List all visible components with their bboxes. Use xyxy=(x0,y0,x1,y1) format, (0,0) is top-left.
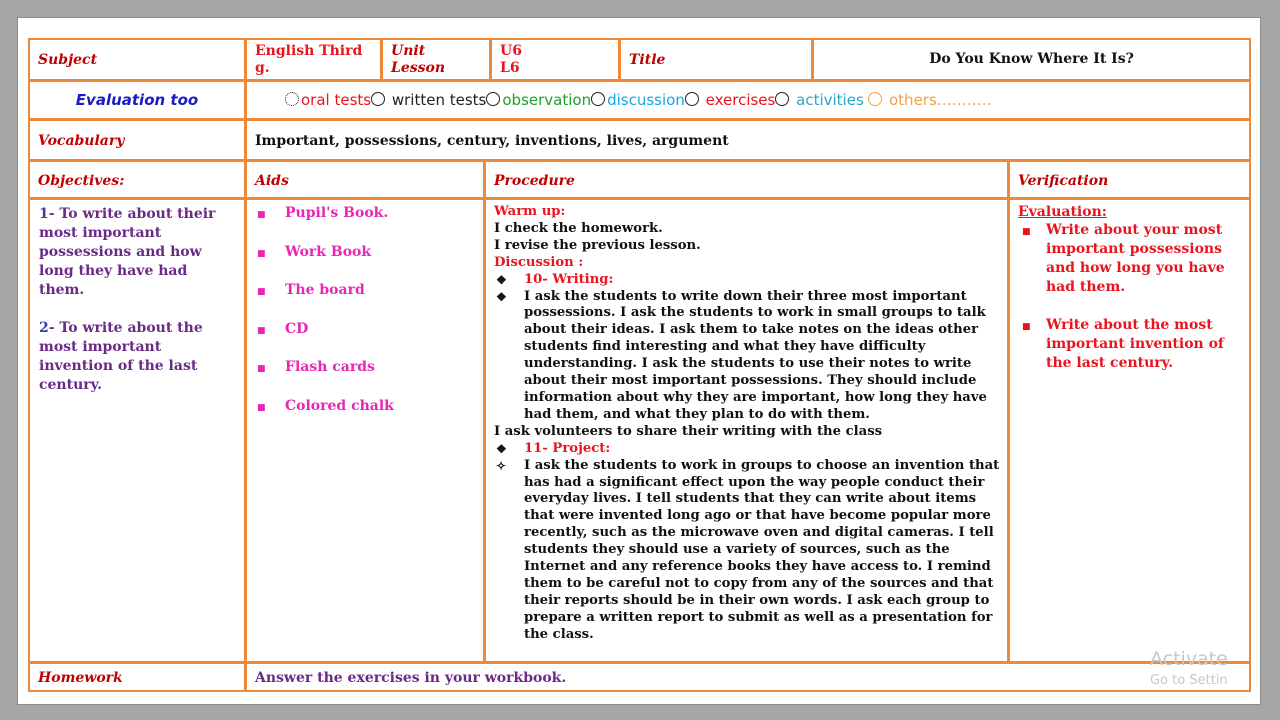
square-bullet-icon: ■ xyxy=(257,248,266,259)
homework-label-cell xyxy=(28,662,246,692)
title-label: Title xyxy=(629,52,666,68)
square-bullet-icon: ■ xyxy=(1022,227,1031,237)
square-bullet-icon: ■ xyxy=(257,287,266,297)
writing-text: ❖ I ask the students to write down their three most important possessions. I ask the students to work in small groups to talk about their ideas. I ask them to take notes on the ideas other students find interesting and what they have difficulty understanding. I ask the students to use their notes to write about their most important possessions. They should include information about why they are important, how long they have had them, and what they plan to do with them. xyxy=(496,288,987,422)
aid-item: ■ Colored chalk xyxy=(257,398,475,437)
aids-cell xyxy=(245,198,485,663)
square-bullet-icon: ■ xyxy=(257,402,266,413)
aids-header-cell xyxy=(245,160,485,199)
verification-item: ■ Write about your most important possessions and how long you have had them. xyxy=(1022,222,1225,295)
lesson-number: L6 xyxy=(500,60,520,76)
objectives-cell xyxy=(28,198,246,663)
unit-label: Unit Lesson xyxy=(391,43,446,76)
aid-item: ■ The board xyxy=(257,282,475,321)
evaluation-label: Evaluation too xyxy=(75,91,199,109)
objectives-header: Objectives: xyxy=(38,173,125,189)
title-value-cell xyxy=(812,38,1251,81)
lesson-plan-page xyxy=(17,17,1261,705)
square-bullet-icon: ■ xyxy=(1022,322,1031,332)
procedure-cell xyxy=(484,198,1009,663)
title-value: Do You Know Where It Is? xyxy=(929,51,1134,67)
aid-item: ■ CD xyxy=(257,321,475,360)
project-heading: ❖ 11- Project: xyxy=(496,440,611,456)
vocabulary-value-cell xyxy=(245,119,1251,161)
project-text: ✧ I ask the students to work in groups to choose an invention that has had a significant effect upon the way people conduct their everyday lives. I tell students that they can write about items that were invented long ago or that have become popular more recently, such as the microwave oven and digital cameras. I tell students they should use a variety of sources, such as the Internet and any reference books they have access to. I remind them to be careful not to copy from any of the sources and that their reports should be in their own words. I ask each group to prepare a written report to submit as well as a presentation for the class. xyxy=(496,457,1000,642)
radio-circle-icon xyxy=(285,92,299,106)
watermark-line: Go to Settin xyxy=(1150,673,1228,688)
diamond-bullet-icon: ❖ xyxy=(496,272,507,287)
volunteers-text: I ask volunteers to share their writing with the class xyxy=(494,423,883,439)
objective-item: 1- To write about their most important possessions and how long they have had them. xyxy=(39,206,216,298)
verification-header: Verification xyxy=(1018,173,1109,189)
subject-label: Subject xyxy=(38,52,98,68)
writing-heading: ❖ 10- Writing: xyxy=(496,271,614,287)
verification-cell xyxy=(1008,198,1251,663)
radio-circle-icon xyxy=(486,92,500,106)
aid-item: ■ Work Book xyxy=(257,244,475,283)
procedure-header-cell xyxy=(484,160,1009,199)
homework-value: Answer the exercises in your workbook. xyxy=(255,670,567,686)
objectives-header-cell xyxy=(28,160,246,199)
warmup-line: I check the homework. xyxy=(494,220,663,236)
radio-circle-icon xyxy=(591,92,605,106)
aid-item: ■ Flash cards xyxy=(257,359,475,398)
activation-watermark xyxy=(1150,648,1228,692)
verification-item: ■ Write about the most important invention of the last century. xyxy=(1022,317,1224,371)
subject-value-cell xyxy=(245,38,382,81)
four-point-star-icon: ✧ xyxy=(496,458,507,473)
aids-header: Aids xyxy=(255,173,289,189)
subject-label-cell xyxy=(28,38,246,81)
watermark-line: Activate xyxy=(1150,648,1228,670)
aid-item: ■ Pupil's Book. xyxy=(257,205,475,244)
radio-circle-icon xyxy=(371,92,385,106)
eval-option-others[interactable]: others……….. xyxy=(868,91,991,109)
verification-header-cell xyxy=(1008,160,1251,199)
discussion-heading: Discussion : xyxy=(494,254,584,270)
evaluation-options-cell xyxy=(245,80,1251,120)
homework-value-cell xyxy=(245,662,1251,692)
unit-number: U6 xyxy=(500,43,522,59)
title-label-cell xyxy=(619,38,813,81)
evaluation-label-cell xyxy=(28,80,246,120)
subject-value: English Third g. xyxy=(255,43,363,76)
eval-option-activities[interactable]: activities xyxy=(775,91,863,109)
radio-circle-icon xyxy=(685,92,699,106)
square-bullet-icon: ■ xyxy=(257,210,266,220)
eval-option-discussion[interactable]: discussion xyxy=(591,91,685,109)
diamond-bullet-icon: ❖ xyxy=(496,441,507,456)
eval-option-written-tests[interactable]: written tests xyxy=(371,91,486,109)
unit-label-cell xyxy=(381,38,491,81)
square-bullet-icon: ■ xyxy=(257,364,266,374)
vocabulary-label: Vocabulary xyxy=(38,133,125,149)
unit-value-cell xyxy=(490,38,620,81)
warmup-heading: Warm up: xyxy=(494,204,566,219)
objective-item: 2- To write about the most important invention of the last century. xyxy=(39,320,203,393)
homework-label: Homework xyxy=(38,670,123,686)
radio-circle-icon xyxy=(775,92,789,106)
square-bullet-icon: ■ xyxy=(257,325,266,336)
warmup-line: I revise the previous lesson. xyxy=(494,237,701,253)
vocabulary-value: Important, possessions, century, inventions, lives, argument xyxy=(255,133,729,149)
eval-option-exercises[interactable]: exercises xyxy=(685,91,776,109)
procedure-header: Procedure xyxy=(494,173,575,189)
radio-circle-icon xyxy=(868,92,882,106)
vocabulary-label-cell xyxy=(28,119,246,161)
eval-option-observation[interactable]: observation xyxy=(486,91,591,109)
eval-option-oral-tests[interactable]: oral tests xyxy=(285,91,371,109)
verification-heading: Evaluation: xyxy=(1018,204,1107,220)
diamond-bullet-icon: ❖ xyxy=(496,289,507,304)
